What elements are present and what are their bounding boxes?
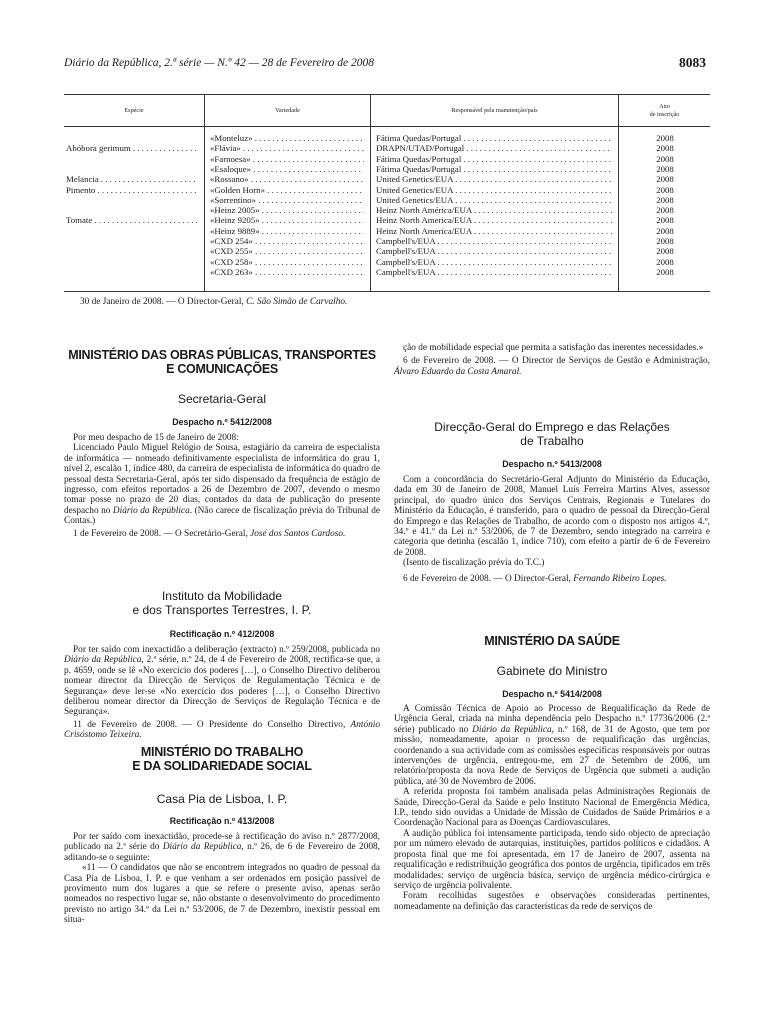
ministry-obras-publicas (64, 348, 380, 376)
paragraph: Licenciado Paulo Miguel Relógio de Sousa, estagiário da carreira de especialista de informática — nomeado definitivamente especialista de informática do grau 1, nível 2, escalão 1, índice 480, da carreira de especialista de informática do quadro de pessoal desta Secretaria-Geral, após ter sido dispensado da frequência de estágio de ingresso, com efeitos reportados a 26 de Dezembro de 2007, devendo o mesmo tomar posse no prazo de 20 dias, contados da data de publicação do presente despacho no Diário da República. (Não carece de fiscalização prévia do Tribunal de Contas.) (64, 443, 380, 527)
table-cell-year: 2008 (656, 225, 674, 236)
table-cell-holder: Campbell's/EUA . . . (376, 257, 612, 267)
table-cell-holder: DRAPN/UTAD/Portugal . . . (376, 143, 612, 153)
table-cell-holder: Campbell's/EUA . . . (376, 267, 612, 277)
table-cell-holder: Heinz North America/EUA . . . (376, 226, 612, 236)
table-cell-holder: Fátima Quedas/Portugal . . . (376, 154, 612, 164)
table-cell-variety: «Farnoesa» . . . (210, 154, 364, 164)
table-cell-variety: «CXD 263» . . . (210, 267, 364, 277)
table-cell-holder: United Genetics/EUA . . . (376, 174, 612, 184)
org-line2: e dos Transportes Terrestres, I. P. (132, 602, 312, 617)
table-cell-variety: «Heinz 2005» . . . (210, 205, 364, 215)
table-cell-holder: Campbell's/EUA . . . (376, 236, 612, 246)
paragraph: ção de mobilidade especial que permita a satisfação das inerentes necessidades.» (403, 343, 704, 353)
table-cell-species: Abóbora gerimum . . . (66, 143, 198, 153)
paragraph: Com a concordância do Secretário-Geral Adjunto do Ministério da Educação, dada em 30 de Janeiro de 2008, Manuel Luís Ferreira Martins Alves, assessor principal, do quadro único dos Serviços Centrais, Regionais e Tutelares do Ministério da Educação, é transferido, para o quadro de pessoal da Direcção-Geral do Emprego e das Relações de Trabalho, de acordo com o disposto nos artigos 4.º, 34.º e 41.º da Lei n.º 53/2006, de 7 de Dezembro, sendo integrado na carreira e categoria que detinha (escalão 1, índice 710), com efeito a partir de 6 de Fevereiro de 2008. (394, 475, 710, 558)
table-cell-variety: «Monteluz» . . . (210, 133, 364, 143)
act-body-412 (64, 645, 380, 741)
paragraph: Foram recolhidas sugestões e observações consideradas pertinentes, nomeadamente na definição das características da rede de serviços de (394, 891, 710, 912)
act-title-5414: Despacho n.º 5414/2008 (502, 689, 602, 699)
table-cell-variety: «Flávia» . . . (210, 143, 364, 153)
act-title-5412: Despacho n.º 5412/2008 (172, 417, 272, 427)
signature: 6 de Fevereiro de 2008. — O Director de Serviços de Gestão e Administração, Álvaro Eduardo da Costa Amaral. (394, 356, 710, 377)
org-line2: de Trabalho (520, 433, 584, 448)
table-cell-species: Pimento . . . (66, 185, 198, 195)
table-cell-year: 2008 (656, 205, 674, 216)
ministry-heading-line2: E COMUNICAÇÕES (166, 362, 278, 376)
table-cell-holder: United Genetics/EUA . . . (376, 185, 612, 195)
table-cell-species: Tomate . . . (66, 215, 198, 225)
signature: 6 de Fevereiro de 2008. — O Director-Geral, Fernando Ribeiro Lopes. (403, 573, 667, 584)
paragraph: A Comissão Técnica de Apoio ao Processo de Requalificação da Rede de Urgência Geral, criada na minha dependência pelo Despacho n.º 17736/2006 (2.ª série) publicado no Diário da República, n.º 168, de 31 de Agosto, que tem por missão, nomeadamente, apoiar o processo de requalificação das urgências, coordenando a sua actividade com as comissões específicas responsáveis por outras intervenções de urgência, entregou-me, em 27 de Setembro de 2006, um relatório/proposta da nova Rede de Serviços de Urgência que submeti a audição pública, até 30 de Novembro de 2006. (394, 704, 710, 787)
table-cell-variety: «Sorrentino» . . . (210, 195, 364, 205)
paragraph: Por ter saído com inexactidão a deliberação (extracto) n.º 259/2008, publicada no Diário da República, 2.ª série, n.º 24, de 4 de Fevereiro de 2008, rectifica-se que, a p. 4659, onde se lê «No exercício dos poderes […], o Conselho Directivo deliberou nomear director da Direcção de Serviços de Regulamentação Técnica e de Segurança» deve ler-se «No exercício dos poderes […], o Conselho Directivo deliberou nomear director da Direcção de Serviços de Regulação Técnica e de Segurança». (64, 645, 380, 718)
varieties-table (64, 94, 710, 292)
table-signoff (80, 297, 347, 307)
table-body (64, 127, 710, 291)
act-body-5413 (394, 475, 710, 584)
table-cell-holder: Fátima Quedas/Portugal . . . (376, 164, 612, 174)
org-casa-pia: Casa Pia de Lisboa, I. P. (156, 792, 288, 806)
org-dgert (394, 421, 710, 448)
table-cell-year: 2008 (656, 133, 674, 143)
table-cell-variety: «CXD 254» . . . (210, 236, 364, 246)
org-line1: Instituto da Mobilidade (161, 589, 283, 603)
column-header-variety: Variedade (204, 95, 370, 126)
act-body-5414 (394, 704, 710, 912)
page-number: 8083 (679, 55, 706, 70)
table-cell-year: 2008 (656, 246, 674, 257)
ministry-heading-line1: MINISTÉRIO DO TRABALHO (140, 745, 304, 759)
table-cell-holder: Heinz North América/EUA . . . (376, 205, 612, 215)
table-cell-year: 2008 (656, 184, 674, 195)
table-cell-variety: «CXD 255» . . . (210, 246, 364, 256)
table-cell-year: 2008 (656, 153, 674, 164)
journal-title: Diário da República, 2.ª série — N.º 42 — 28 de Fevereiro de 2008 (64, 57, 374, 69)
paragraph: Por meu despacho de 15 de Janeiro de 2008: (73, 433, 239, 443)
table-cell-variety: «Esaloque» . . . (210, 164, 364, 174)
ministry-heading-line2: E DA SOLIDARIEDADE SOCIAL (132, 759, 312, 773)
running-header (64, 57, 710, 77)
table-cell-holder: Campbell's/EUA . . . (376, 246, 612, 256)
signoff-name: C. São Simão de Carvalho. (246, 297, 348, 307)
ministry-saude: MINISTÉRIO DA SAÚDE (484, 634, 620, 648)
ministry-heading-line1: MINISTÉRIO DAS OBRAS PÚBLICAS, TRANSPORTES (68, 348, 376, 362)
table-cell-year: 2008 (656, 215, 674, 226)
signature: 1 de Fevereiro de 2008. — O Secretário-Geral, José dos Santos Cardoso. (73, 528, 346, 539)
paragraph: «11 — O candidatos que não se encontrem integrados no quadro de pessoal da Casa Pia de Lisboa, I. P. e que venham a ser ordenados em posição passível de provimento num dos lugares a que se refere o presente aviso, apenas serão nomeados no respectivo lugar se, não obstante o desenvolvimento do procedimento previsto no artigo 34.º da Lei n.º 53/2006, de 7 de Dezembro, inexistir pessoal em situa- (64, 863, 380, 926)
signoff-text: 30 de Janeiro de 2008. — O Director-Geral, (80, 297, 247, 307)
act-body-413 (64, 832, 380, 926)
paragraph: (Isento de fiscalização prévia do T.C.) (403, 558, 545, 569)
org-gabinete-ministro: Gabinete do Ministro (496, 664, 608, 678)
signature: 11 de Fevereiro de 2008. — O Presidente do Conselho Directivo, António Crisóstomo Teixeira. (64, 719, 380, 741)
table-cell-species: Melancia . . . (66, 174, 198, 184)
table-cell-variety: «Heinz 9205» . . . (210, 215, 364, 225)
paragraph: A referida proposta foi também analisada pelas Administrações Regionais de Saúde, Direcção-Geral da Saúde e pelo Instituto Nacional de Emergência Médica, I.P., tendo sido ouvidas a Unidade de Missão de Cuidados de Saúde Primários e a Coordenação Nacional para as Doenças Cardiovasculares. (394, 787, 710, 829)
table-cell-year: 2008 (656, 236, 674, 246)
table-cell-holder: Heinz North America/EUA . . . (376, 215, 612, 225)
org-line1: Direcção-Geral do Emprego e das Relações (434, 420, 670, 434)
table-cell-year: 2008 (656, 194, 674, 205)
table-header (64, 95, 710, 127)
table-cell-year: 2008 (656, 256, 674, 267)
act-title-412: Rectificação n.º 412/2008 (169, 629, 275, 639)
table-cell-variety: «Rossano» . . . (210, 174, 364, 184)
table-cell-variety: «CXD 258» . . . (210, 257, 364, 267)
table-cell-year: 2008 (656, 266, 674, 277)
column-header-holder: Responsável pela manutenção/país (370, 95, 618, 126)
table-cell-holder: Fátima Quedas/Portugal . . . (376, 133, 612, 143)
act-title-5413: Despacho n.º 5413/2008 (502, 459, 602, 469)
table-cell-year: 2008 (656, 174, 674, 185)
paragraph: Por ter saído com inexactidão, procede-se à rectificação do aviso n.º 2877/2008, publicado na 2.ª série do Diário da República, n.º 26, de 6 de Fevereiro de 2008, aditando-se o seguinte: (64, 832, 380, 863)
ministry-trabalho (64, 745, 380, 773)
table-cell-year: 2008 (656, 163, 674, 174)
column-header-year: Ano de inscrição (618, 95, 710, 126)
paragraph: A audição pública foi intensamente participada, tendo sido objecto de apreciação por um número elevado de autarquias, instituições, partidos políticos e cidadãos. A proposta final que me foi apresentada, em 17 de Janeiro de 2007, assenta na requalificação e redistribuição geográfica dos pontos de urgência, tipificados em três modalidades: serviço de urgência básica, serviço de urgência médico-cirúrgica e serviço de urgência polivalente. (394, 828, 710, 891)
table-cell-variety: «Heinz 9889» . . . (210, 226, 364, 236)
table-cell-year: 2008 (656, 143, 674, 154)
continuation (394, 343, 710, 377)
org-secretaria-geral: Secretaria-Geral (177, 392, 267, 406)
org-imtt (64, 590, 380, 617)
column-header-species: Espécie (124, 106, 144, 114)
act-body-5412 (64, 433, 380, 539)
act-title-413: Rectificação n.º 413/2008 (169, 816, 275, 826)
table-cell-holder: United Genetics/EUA . . . (376, 195, 612, 205)
table-cell-variety: «Golden Horn» . . . (210, 185, 364, 195)
